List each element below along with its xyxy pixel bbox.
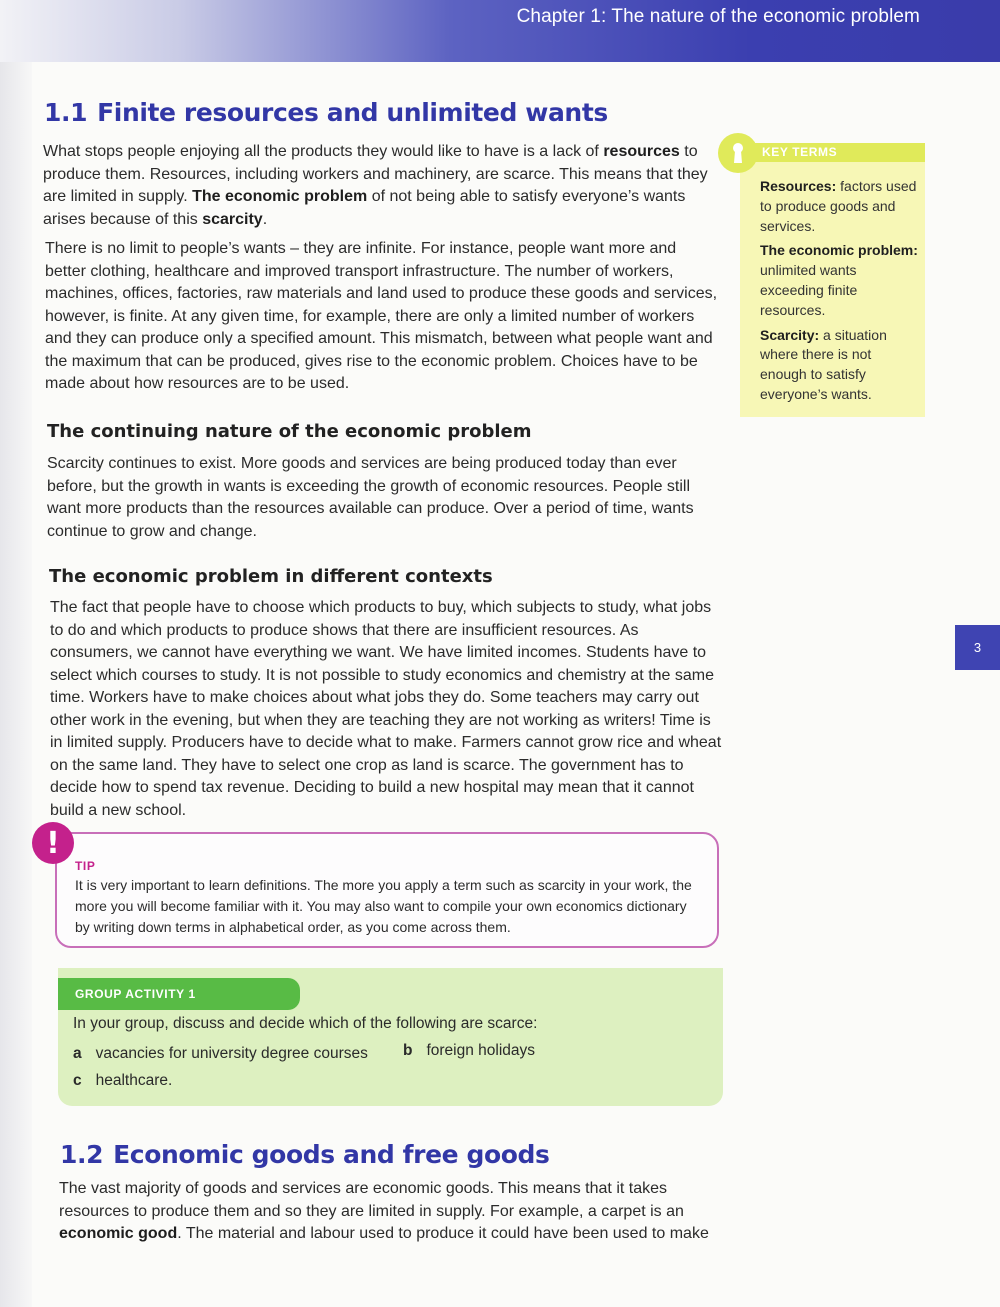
page-binding-edge <box>0 62 32 1307</box>
key-terms-box <box>740 143 925 417</box>
key-term-definition: unlimited wants exceeding finite resources. <box>760 262 858 318</box>
section-1-2-number: 1.2 <box>60 1140 104 1169</box>
group-activity-prompt: In your group, discuss and decide which of the following are scarce: <box>73 1015 538 1032</box>
key-term-item <box>760 241 920 320</box>
term-scarcity: scarcity <box>202 210 263 228</box>
keyhole-glyph <box>729 141 747 165</box>
section-1-1-paragraph-1 <box>43 141 718 231</box>
section-1-1-heading <box>44 98 608 127</box>
section-1-1-title: Finite resources and unlimited wants <box>97 98 608 127</box>
continuing-heading: The continuing nature of the economic problem <box>47 421 532 442</box>
p1-text-4: . <box>262 210 268 228</box>
continuing-paragraph: Scarcity continues to exist. More goods and services are being produced today than ever before, but the growth in wants is exceeding the growth of economic resources. People still want more products than the resources available can produce. Over a period of time, wants continue to grow and change. <box>47 455 694 540</box>
s12-text-1: The vast majority of goods and services are economic goods. This means that it takes resources to produce them and so they are limited in supply. For example, a carpet is an <box>59 1180 684 1220</box>
p1-text-3: of not being able to satisfy everyone’s wants arises because of this <box>43 188 686 228</box>
key-term-item <box>760 177 920 236</box>
key-terms-list <box>760 177 920 410</box>
tip-label: TIP <box>75 859 96 873</box>
key-icon <box>718 133 758 173</box>
activity-item-text: vacancies for university degree courses <box>95 1045 368 1062</box>
s12-text-2: . The material and labour used to produce it could have been used to make <box>177 1225 709 1242</box>
key-term-definition: a situation where there is not enough to satisfy everyone’s wants. <box>760 326 887 402</box>
activity-item-b <box>403 1042 535 1060</box>
p1-text-2: to produce them. Resources, including workers and machinery, are scarce. This means that they are limited in supply. <box>43 143 708 205</box>
tip-text: It is very important to learn definitions. The more you apply a term such as scarcity in your work, the more you will become familiar with it. You may also want to compile your own economics dictionary by writing down terms in alphabetical order, as you come across them. <box>75 877 692 935</box>
key-term-name: The economic problem: <box>760 242 918 259</box>
key-term-name: Scarcity: <box>760 326 820 343</box>
activity-item-text: healthcare. <box>95 1072 173 1089</box>
key-terms-header <box>740 143 925 162</box>
contexts-paragraph: The fact that people have to choose which products to buy, which subjects to study, what jobs to do and which products to produce shows that there are insufficient resources. As consumers, we cannot have everything we want. We have limited incomes. Students have to select which courses to study. It is not possible to study economics and chemistry at the same time. Workers have to make choices about what jobs they do. Some teachers may carry out other work in the evening, but when they are teaching they are not working as writers! Time is in limited supply. Producers have to decide what to make. Farmers cannot grow rice and wheat on the same land. They have to select one crop as land is scarce. The government has to decide how to spend tax revenue. Deciding to build a new hospital may mean that it cannot build a new school. <box>50 599 722 819</box>
chapter-title: Chapter 1: The nature of the economic problem <box>516 6 920 27</box>
section-1-2-heading <box>60 1140 550 1169</box>
activity-item-text: foreign holidays <box>426 1042 536 1059</box>
group-activity-label: GROUP ACTIVITY 1 <box>58 978 300 1010</box>
key-term-item <box>760 326 920 405</box>
activity-item-letter: c <box>73 1072 82 1089</box>
key-terms-title: KEY TERMS <box>762 145 838 159</box>
activity-item-a <box>73 1045 368 1063</box>
key-term-name: Resources: <box>760 178 837 194</box>
section-1-1-number: 1.1 <box>44 98 88 127</box>
section-1-2-title: Economic goods and free goods <box>113 1140 550 1169</box>
chapter-header-band <box>0 0 1000 62</box>
key-term-definition: factors used to produce goods and services. <box>760 178 917 234</box>
p1-text-1: What stops people enjoying all the products they would like to have is a lack of <box>43 143 604 160</box>
exclamation-icon: ! <box>32 822 74 864</box>
activity-item-letter: a <box>73 1045 82 1062</box>
term-resources: resources <box>603 143 680 160</box>
section-1-2-paragraph <box>59 1178 724 1246</box>
activity-item-letter: b <box>403 1042 413 1059</box>
section-1-1-paragraph-2: There is no limit to people’s wants – they are infinite. For instance, people want more and better clothing, healthcare and improved transport infrastructure. The number of workers, machines, offices, factories, raw materials and land used to produce these goods and services, however, is finite. At any given time, for example, there are only a limited number of workers and they can produce only a specified amount. This mismatch, between what people want and the maximum that can be produced, gives rise to the economic problem. Choices have to be made about how resources are to be used. <box>45 240 718 392</box>
term-economic-good: economic good <box>59 1225 178 1242</box>
activity-item-c <box>73 1072 172 1090</box>
contexts-heading: The economic problem in different contexts <box>49 566 493 587</box>
page-number-tab <box>955 625 1000 670</box>
term-economic-problem: The economic problem <box>192 188 368 205</box>
page-number: 3 <box>973 640 982 655</box>
